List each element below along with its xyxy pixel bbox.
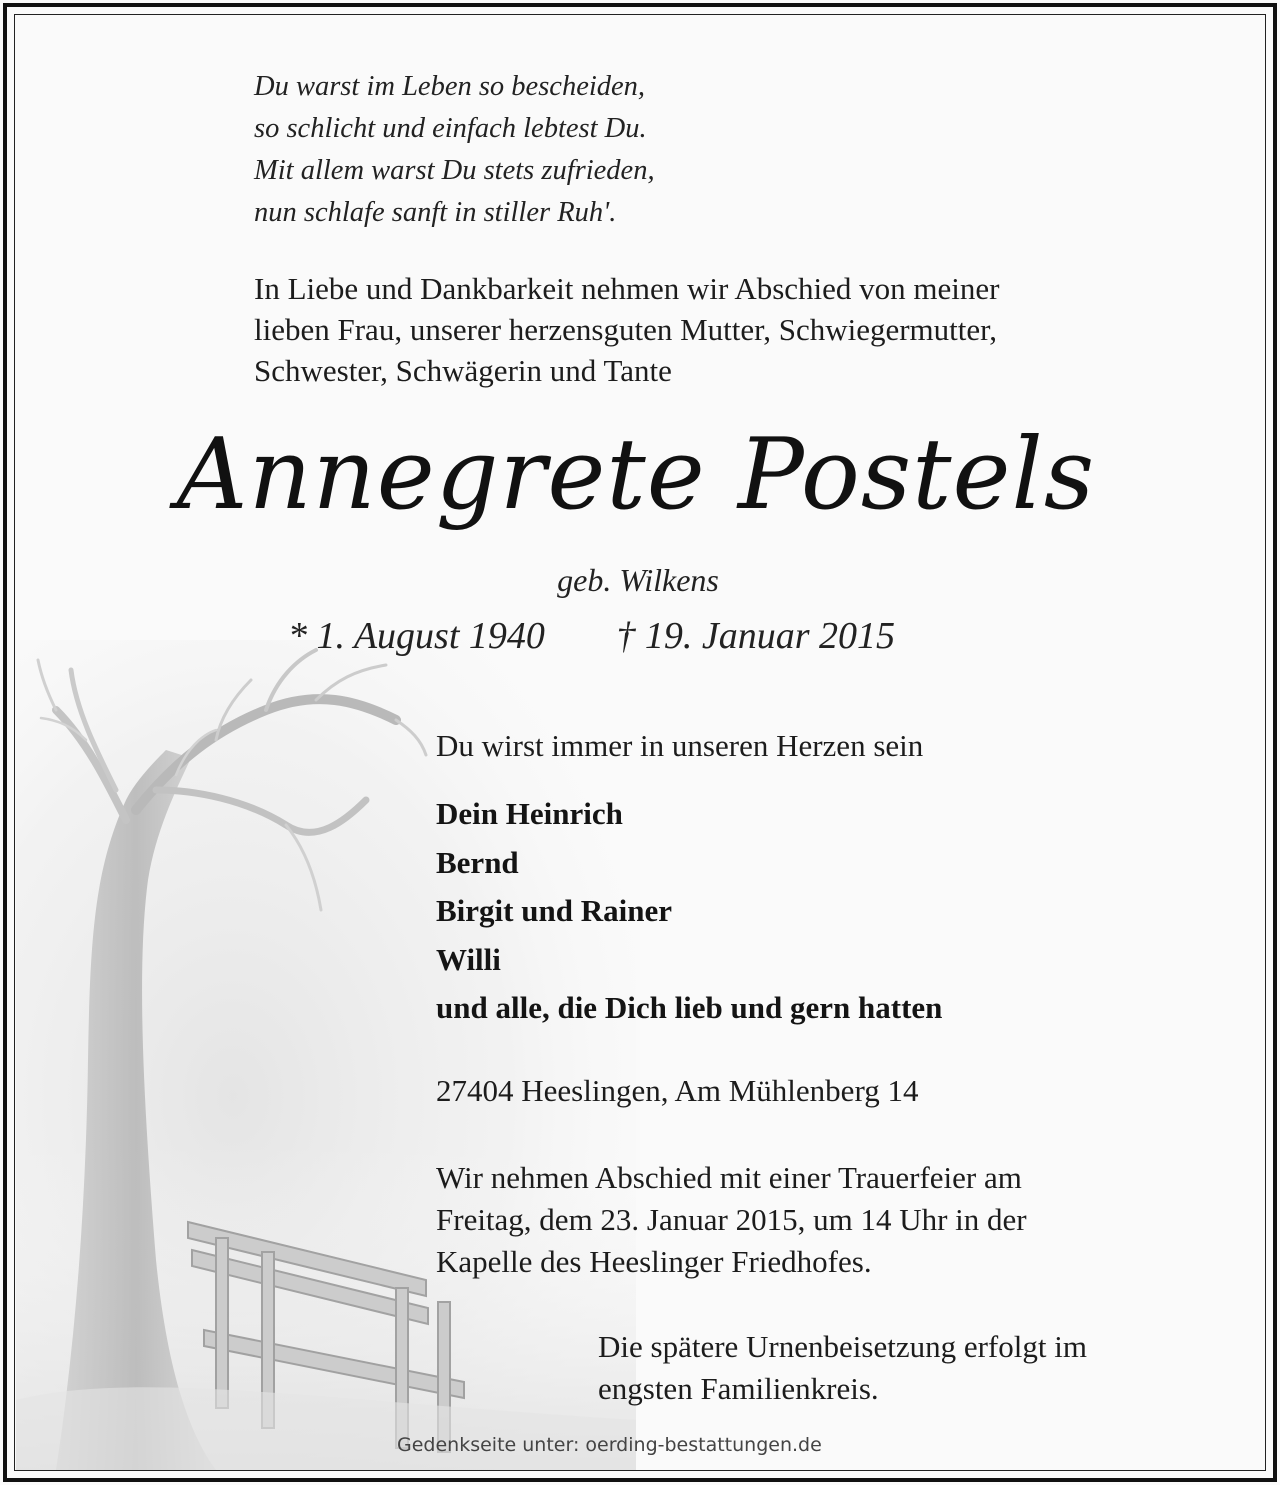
mourner: und alle, die Dich lieb und gern hatten: [436, 990, 943, 1025]
mourner: Willi: [436, 941, 501, 977]
intro-text: [254, 268, 1000, 391]
life-dates: [288, 614, 895, 658]
urn-line: engsten Familienkreis.: [598, 1371, 879, 1406]
ceremony-line: Freitag, dem 23. Januar 2015, um 14 Uhr in der: [436, 1202, 1027, 1237]
address: 27404 Heeslingen, Am Mühlenberg 14: [436, 1073, 919, 1108]
poem: [254, 66, 655, 234]
death-date: † 19. Januar 2015: [616, 615, 896, 657]
intro-line: Schwester, Schwägerin und Tante: [254, 353, 672, 388]
poem-line: nun schlafe sanft in stiller Ruh'.: [254, 197, 617, 228]
remembrance-line: Du wirst immer in unseren Herzen sein: [436, 728, 924, 763]
intro-line: In Liebe und Dankbarkeit nehmen wir Abschied von meiner: [254, 271, 1000, 306]
ceremony-info: [436, 1157, 1027, 1283]
poem-line: Mit allem warst Du stets zufrieden,: [254, 155, 655, 186]
ceremony-line: Wir nehmen Abschied mit einer Trauerfeier am: [436, 1160, 1022, 1195]
memorial-page-link: Gedenkseite unter: oerding-bestattungen.de: [397, 1434, 822, 1456]
urn-burial-info: [598, 1326, 1087, 1410]
birth-date: * 1. August 1940: [288, 615, 545, 657]
mourners-list: [436, 790, 942, 1033]
intro-line: lieben Frau, unserer herzensguten Mutter, Schwiegermutter,: [254, 312, 997, 347]
deceased-name: Annegrete Postels: [176, 418, 1096, 532]
mourner: Bernd: [436, 844, 519, 880]
poem-line: so schlicht und einfach lebtest Du.: [254, 113, 647, 144]
poem-line: Du warst im Leben so bescheiden,: [254, 71, 646, 102]
mourner: Birgit und Rainer: [436, 893, 672, 928]
urn-line: Die spätere Urnenbeisetzung erfolgt im: [598, 1329, 1087, 1364]
maiden-name: geb. Wilkens: [557, 562, 719, 598]
tree-and-bench-illustration: [16, 640, 636, 1470]
ceremony-line: Kapelle des Heeslinger Friedhofes.: [436, 1244, 872, 1279]
mourner: Dein Heinrich: [436, 796, 623, 831]
